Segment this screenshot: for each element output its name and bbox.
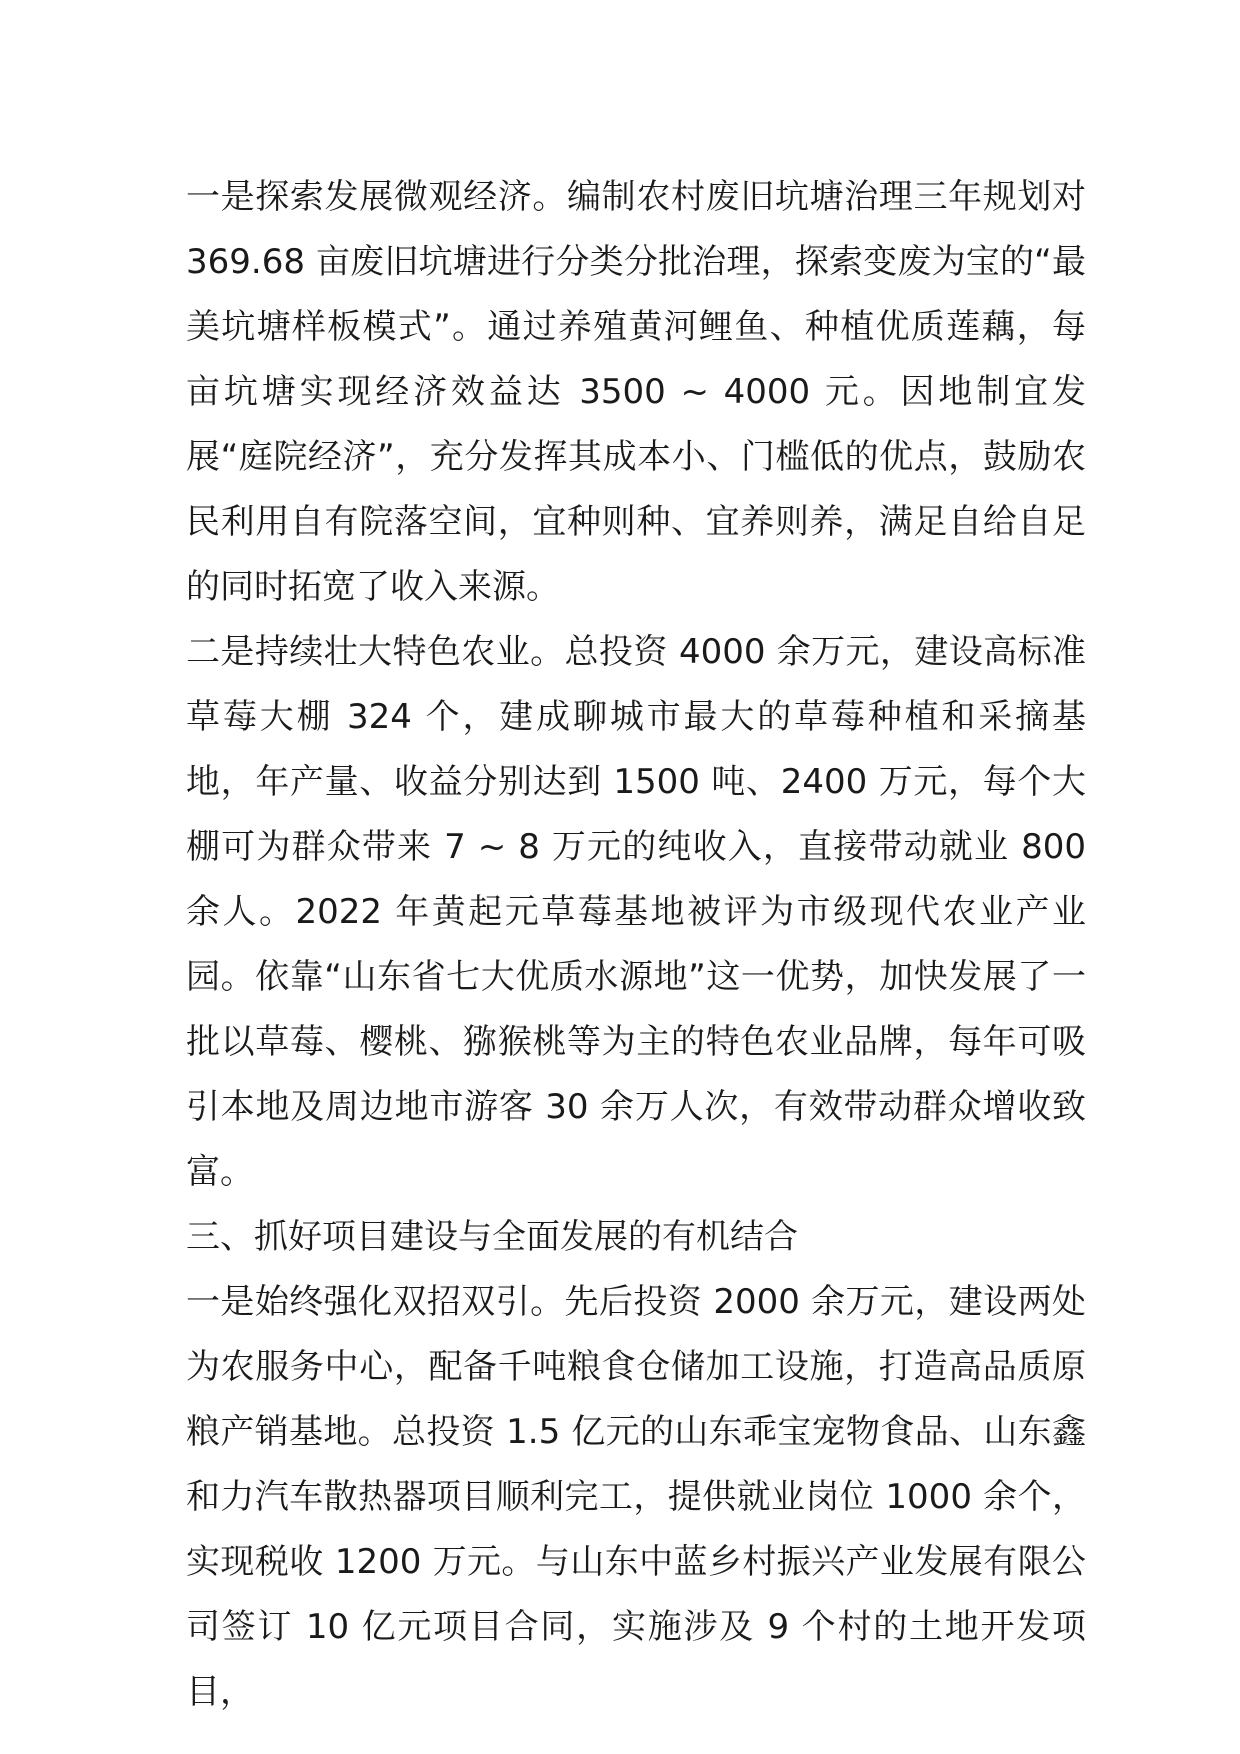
paragraph-micro-economy: 一是探索发展微观经济。编制农村废旧坑塘治理三年规划对 369.68 亩废旧坑塘进行分类分批治理，探索变废为宝的“最美坑塘样板模式”。通过养殖黄河鲤鱼、种植优质莲藕，每亩坑塘实现经济效益达 3500 ~ 4000 元。因地制宜发展“庭院经济”，充分发挥其成本小、门槛低的优点，鼓励农民利用自有院落空间，宜种则种、宜养则养，满足自给自足的同时拓宽了收入来源。 — [186, 177, 1086, 607]
paragraph-characteristic-agriculture: 二是持续壮大特色农业。总投资 4000 余万元，建设高标准草莓大棚 324 个，建成聊城市最大的草莓种植和采摘基地，年产量、收益分别达到 1500 吨、2400 万元，每个大棚可为群众带来 7 ~ 8 万元的纯收入，直接带动就业 800 余人。2022 年黄起元草莓基地被评为市级现代农业产业园。依靠“山东省七大优质水源地”这一优势，加快发展了一批以草莓、樱桃、猕猴桃等为主的特色农业品牌，每年可吸引本地及周边地市游客 30 余万人次，有效带动群众增收致富。 — [186, 632, 1086, 1192]
document-body — [186, 165, 1086, 1725]
section-heading-project-construction: 三、抓好项目建设与全面发展的有机结合 — [186, 1217, 798, 1257]
paragraph-investment-attraction: 一是始终强化双招双引。先后投资 2000 余万元，建设两处为农服务中心，配备千吨粮食仓储加工设施，打造高品质原粮产销基地。总投资 1.5 亿元的山东乖宝宠物食品、山东鑫和力汽车散热器项目顺利完工，提供就业岗位 1000 余个，实现税收 1200 万元。与山东中蓝乡村振兴产业发展有限公司签订 10 亿元项目合同，实施涉及 9 个村的土地开发项目， — [186, 1282, 1086, 1712]
